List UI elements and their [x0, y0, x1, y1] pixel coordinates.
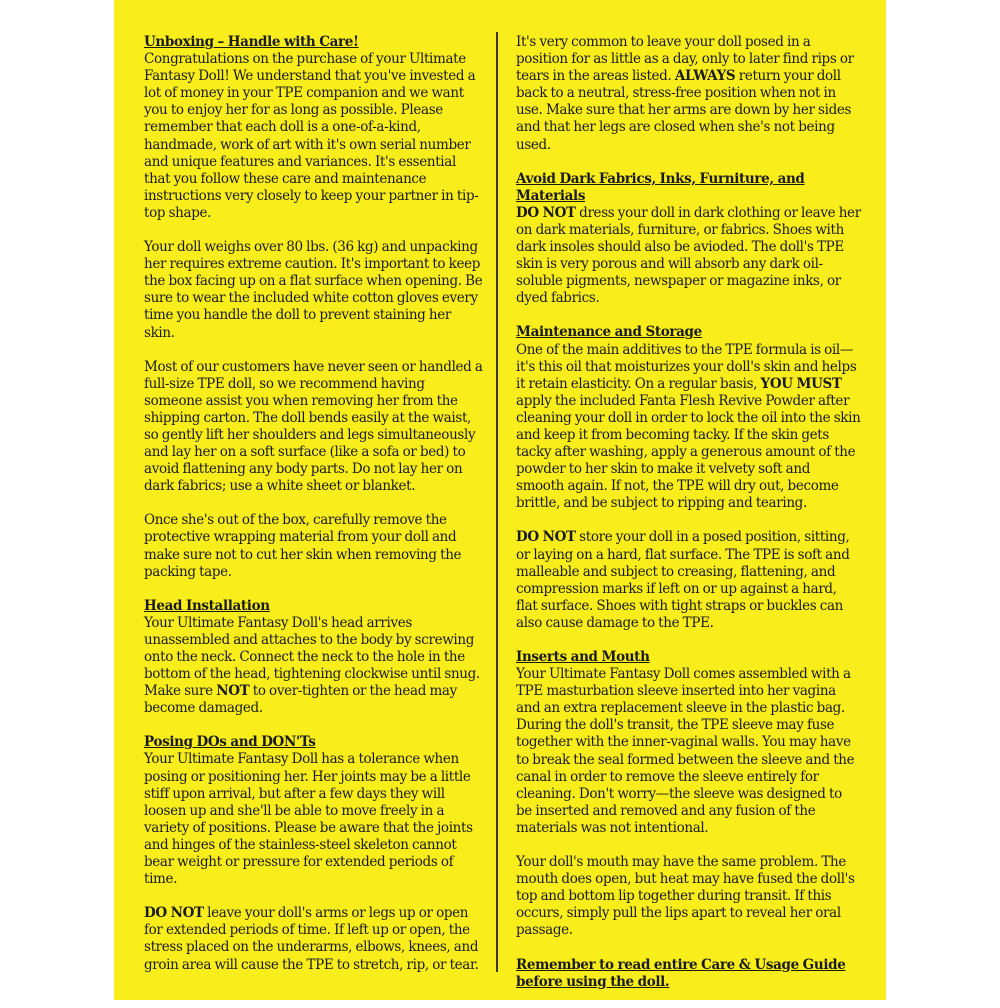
- section-head-installation: [144, 598, 484, 718]
- unboxing-paragraph-1: Congratulations on the purchase of your Ultimate Fantasy Doll! We understand that you've invested a lot of money in your TPE companion and we want you to enjoy her for as long as possible. Please remember that each doll is a one-of-a-kind, handmade, work of art with it's own serial number and unique features and variances. It's essential that you follow these care and maintenance instructions very closely to keep your partner in tip-top shape.: [144, 51, 479, 221]
- maint-you-must: YOU MUST: [760, 375, 842, 392]
- heading-head-installation: Head Installation: [144, 597, 270, 614]
- maint-text-b2: store your doll in a posed position, sitting, or laying on a hard, flat surface. The TPE is soft and malleable and subject to creasing, flattening, and compression marks if left on or up against a hard, flat surface. Shoes with tight straps or buckles can also cause damage to the TPE.: [516, 529, 850, 631]
- intro-text-c: return your doll back to a neutral, stress-free position when not in use. Make sure that her arms are down by her sides and that her legs are closed when she's not being used.: [516, 68, 852, 153]
- maint-do-not: DO NOT: [516, 529, 576, 546]
- section-dark-fabrics: [516, 171, 861, 308]
- posing-do-not: DO NOT: [144, 905, 204, 922]
- unboxing-paragraph-3: Most of our customers have never seen or handled a full-size TPE doll, so we recommend having someone assist you when removing her from the shipping carton. The doll bends easily at the waist, so gently lift her shoulders and legs simultaneously and lay her on a soft surface (like a sofa or bed) to avoid flattening any body parts. Do not lay her on dark fabrics; use a white sheet or blanket.: [144, 358, 483, 495]
- heading-unboxing: Unboxing – Handle with Care!: [144, 34, 359, 50]
- section-unboxing: [144, 34, 484, 581]
- posing-continued-paragraph: [516, 34, 861, 154]
- unboxing-paragraph-2: Your doll weighs over 80 lbs. (36 kg) and unpacking her requires extreme caution. It's important to keep the box facing up on a flat surface when opening. Be sure to wear the included white cotton gloves every time you handle the doll to prevent staining her skin.: [144, 239, 483, 341]
- dark-do-not: DO NOT: [516, 204, 576, 221]
- heading-posing: Posing DOs and DON'Ts: [144, 734, 316, 751]
- footer-reminder: Remember to read entire Care & Usage Guide before using the doll.: [516, 956, 846, 990]
- dark-paragraph: [516, 205, 861, 308]
- maintenance-paragraph-2: [516, 529, 861, 632]
- column-divider: [496, 32, 498, 972]
- posing-text-b: leave your doll's arms or legs up or open for extended periods of time. If left up or open, the stress placed on the underarms, elbows, knees, and groin area will cause the TPE to stretch, rip, or tear.: [144, 905, 479, 973]
- maint-text-c: apply the included Fanta Flesh Revive Powder after cleaning your doll in order to lock the oil into the skin and keep it from becoming tacky. If the skin gets tacky after washing, apply a generous amount of the powder to her skin to make it velvety soft and smooth again. If not, the TPE will dry out, become brittle, and be subject to ripping and tearing.: [516, 392, 861, 512]
- section-posing: [144, 734, 484, 973]
- heading-inserts: Inserts and Mouth: [516, 649, 650, 665]
- head-text-a: Your Ultimate Fantasy Doll's head arrives unassembled and attaches to the body by screwing onto the neck. Connect the neck to the hole in the bottom of the head, tightening clockwise until snug. Make sure: [144, 614, 480, 700]
- intro-text-a: It's very common to leave your doll posed in a position for as little as a day, only to later find rips or tears in the areas listed.: [516, 34, 854, 85]
- maintenance-paragraph-1: [516, 342, 861, 513]
- section-maintenance: [516, 324, 861, 632]
- heading-maintenance: Maintenance and Storage: [516, 324, 702, 341]
- inserts-paragraph-1: Your Ultimate Fantasy Doll comes assembled with a TPE masturbation sleeve inserted into her vagina and an extra replacement sleeve in the plastic bag. During the doll's transit, the TPE sleeve may fuse together with the inner-vaginal walls. You may have to break the seal formed between the sleeve and the canal in order to remove the sleeve entirely for cleaning. Don't worry—the sleeve was designed to be inserted and removed and any fusion of the materials was not intentional.: [516, 666, 855, 836]
- left-column: [144, 34, 484, 991]
- inserts-paragraph-2: Your doll's mouth may have the same problem. The mouth does open, but heat may have fused the doll's top and bottom lip together during transit. If this occurs, simply pull the lips apart to reveal her oral passage.: [516, 854, 855, 939]
- unboxing-paragraph-4: Once she's out of the box, carefully remove the protective wrapping material from your doll and make sure not to cut her skin when removing the packing tape.: [144, 512, 462, 580]
- posing-paragraph-2: [144, 905, 484, 973]
- intro-always: ALWAYS: [674, 68, 736, 85]
- maint-text-a: One of the main additives to the TPE formula is oil—it's this oil that moisturizes your doll's skin and helps it retain elasticity. On a regular basis,: [516, 341, 857, 392]
- head-text-not: NOT: [216, 683, 250, 700]
- yellow-page: [114, 0, 886, 1000]
- head-paragraph: [144, 615, 484, 718]
- heading-dark-fabrics: Avoid Dark Fabrics, Inks, Furniture, and Materials: [516, 170, 805, 204]
- right-column: [516, 34, 861, 1008]
- posing-paragraph-1: Your Ultimate Fantasy Doll has a tolerance when posing or positioning her. Her joints may be a little stiff upon arrival, but after a few days they will loosen up and she'll be able to move freely in a variety of positions. Please be aware that the joints and hinges of the stainless-steel skeleton cannot bear weight or pressure for extended periods of time.: [144, 751, 473, 888]
- head-text-c: to over-tighten or the head may become damaged.: [144, 683, 457, 717]
- dark-text-b: dress your doll in dark clothing or leave her on dark materials, furniture, or fabrics. Shoes with dark insoles should also be avioded. The doll's TPE skin is very porous and will absorb any dark oil-soluble pigments, newspaper or magazine inks, or dyed fabrics.: [516, 204, 861, 307]
- section-inserts: [516, 649, 861, 940]
